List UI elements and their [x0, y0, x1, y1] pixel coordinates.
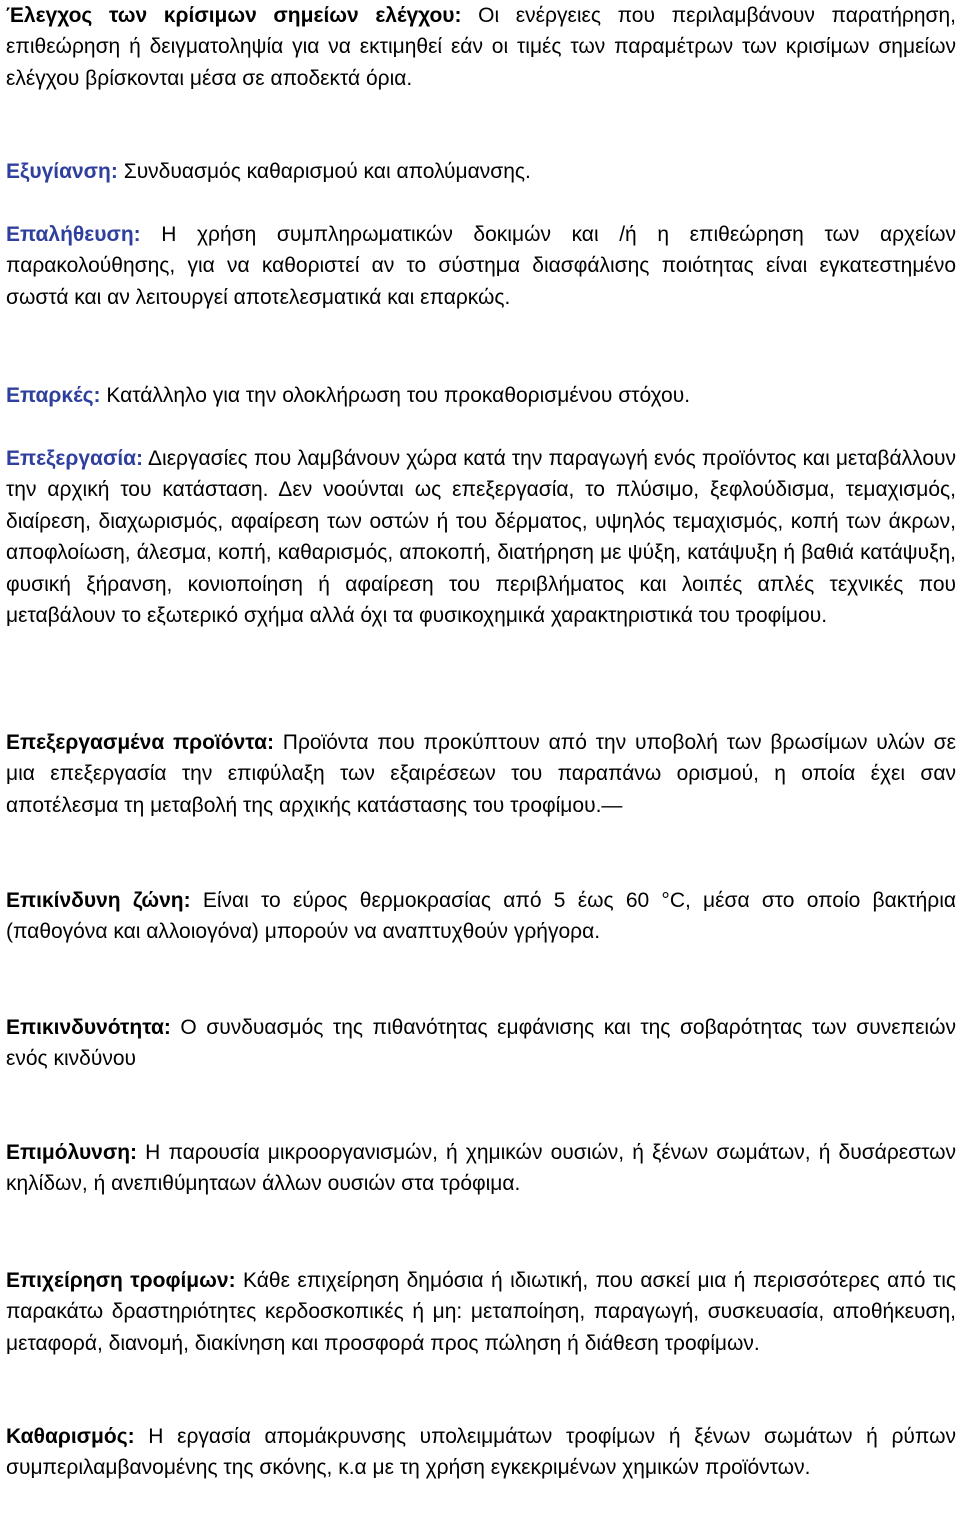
glossary-entry	[6, 156, 956, 187]
glossary-term: Επεξεργασία:	[6, 447, 144, 470]
glossary-term: Επεξεργασμένα προϊόντα:	[6, 731, 274, 754]
glossary-definition: Διεργασίες που λαμβάνουν χώρα κατά την παραγωγή ενός προϊόντος και μεταβάλλουν την αρχική του κατάσταση. Δεν νοούνται ως επεξεργασία, το πλύσιμο, ξεφλούδισμα, τεμαχισμός, διαίρεση, διαχωρισμός, αφαίρεση των οστών ή του δέρματος, υψηλός τεμαχισμός, κοπή των άκρων, αποφλοίωση, άλεσμα, κοπή, καθαρισμός, αποκοπή, διατήρηση με ψύξη, κατάψυξη ή βαθιά κατάψυξη, φυσική ξήρανση, κονιοποίηση ή αφαίρεση του περιβλήματος και λοιπές απλές τεχνικές που μεταβάλουν το εξωτερικό σχήμα αλλά όχι τα φυσικοχημικά χαρακτηριστικά του τροφίμου.	[6, 447, 956, 628]
glossary-term: Επιμόλυνση:	[6, 1141, 138, 1164]
glossary-entry	[6, 1265, 956, 1359]
glossary-definition: Η παρουσία μικροοργανισμών, ή χημικών ουσιών, ή ξένων σωμάτων, ή δυσάρεστων κηλίδων, ή ανεπιθύμηταων άλλων ουσιών στα τρόφιμα.	[6, 1141, 956, 1196]
glossary-term: Έλεγχος των κρίσιμων σημείων ελέγχου:	[6, 4, 462, 27]
glossary-definition: Οι ενέργειες που περιλαμβάνουν παρατήρηση, επιθεώρηση ή δειγματοληψία για να εκτιμηθεί εάν οι τιμές των παραμέτρων των κρισίμων σημείων ελέγχου βρίσκονται μέσα σε αποδεκτά όρια.	[6, 4, 956, 90]
glossary-term: Επαλήθευση:	[6, 223, 141, 246]
glossary-definition: Προϊόντα που προκύπτουν από την υποβολή των βρωσίμων υλών σε μια επεξεργασία την επιφύλαξη των εξαιρέσεων του παραπάνω ορισμού, η οποία έχει σαν αποτέλεσμα τη μεταβολή της αρχικής κατάστασης του τροφίμου.—	[6, 731, 956, 817]
glossary-entry	[6, 219, 956, 313]
glossary-entry	[6, 885, 956, 948]
glossary-entry	[6, 443, 956, 631]
glossary-definition: Η εργασία απομάκρυνσης υπολειμμάτων τροφίμων ή ξένων σωμάτων ή ρύπων συμπεριλαμβανομένης της σκόνης, κ.α με τη χρήση εγκεκριμένων χημικών προϊόντων.	[6, 1425, 956, 1480]
glossary-entry	[6, 1012, 956, 1075]
glossary-term: Επικινδυνότητα:	[6, 1016, 171, 1039]
glossary-definition: Ο συνδυασμός της πιθανότητας εμφάνισης και της σοβαρότητας των συνεπειών ενός κινδύνου	[6, 1016, 956, 1071]
glossary-term: Εξυγίανση:	[6, 160, 118, 183]
glossary-term: Επιχείρηση τροφίμων:	[6, 1269, 236, 1292]
glossary-definition: Κατάλληλο για την ολοκλήρωση του προκαθορισμένου στόχου.	[100, 384, 691, 407]
glossary-definition: Η χρήση συμπληρωματικών δοκιμών και /ή η επιθεώρηση των αρχείων παρακολούθησης, για να καθοριστεί αν το σύστημα διασφάλισης ποιότητας είναι εγκατεστημένο σωστά και αν λειτουργεί αποτελεσματικά και επαρκώς.	[6, 223, 956, 309]
glossary-entry	[6, 727, 956, 821]
glossary-definition: Είναι το εύρος θερμοκρασίας από 5 έως 60 °C, μέσα στο οποίο βακτήρια (παθογόνα και αλλοιογόνα) μπορούν να αναπτυχθούν γρήγορα.	[6, 889, 957, 944]
glossary-term: Επαρκές:	[6, 384, 101, 407]
glossary-definition: Συνδυασμός καθαρισμού και απολύμανσης.	[117, 160, 531, 183]
glossary-entry	[6, 1137, 956, 1200]
glossary-term: Επικίνδυνη ζώνη:	[6, 889, 191, 912]
glossary-entry	[6, 0, 956, 94]
glossary-definition: Κάθε επιχείρηση δημόσια ή ιδιωτική, που ασκεί μια ή περισσότερες από τις παρακάτω δραστηριότητες κερδοσκοπικές ή μη: μεταποίηση, παραγωγή, συσκευασία, αποθήκευση, μεταφορά, διανομή, διακίνηση και προσφορά προς πώληση ή διάθεση τροφίμων.	[6, 1269, 956, 1355]
glossary-entry	[6, 380, 956, 411]
glossary-entry	[6, 1421, 956, 1484]
glossary-term: Καθαρισμός:	[6, 1425, 135, 1448]
